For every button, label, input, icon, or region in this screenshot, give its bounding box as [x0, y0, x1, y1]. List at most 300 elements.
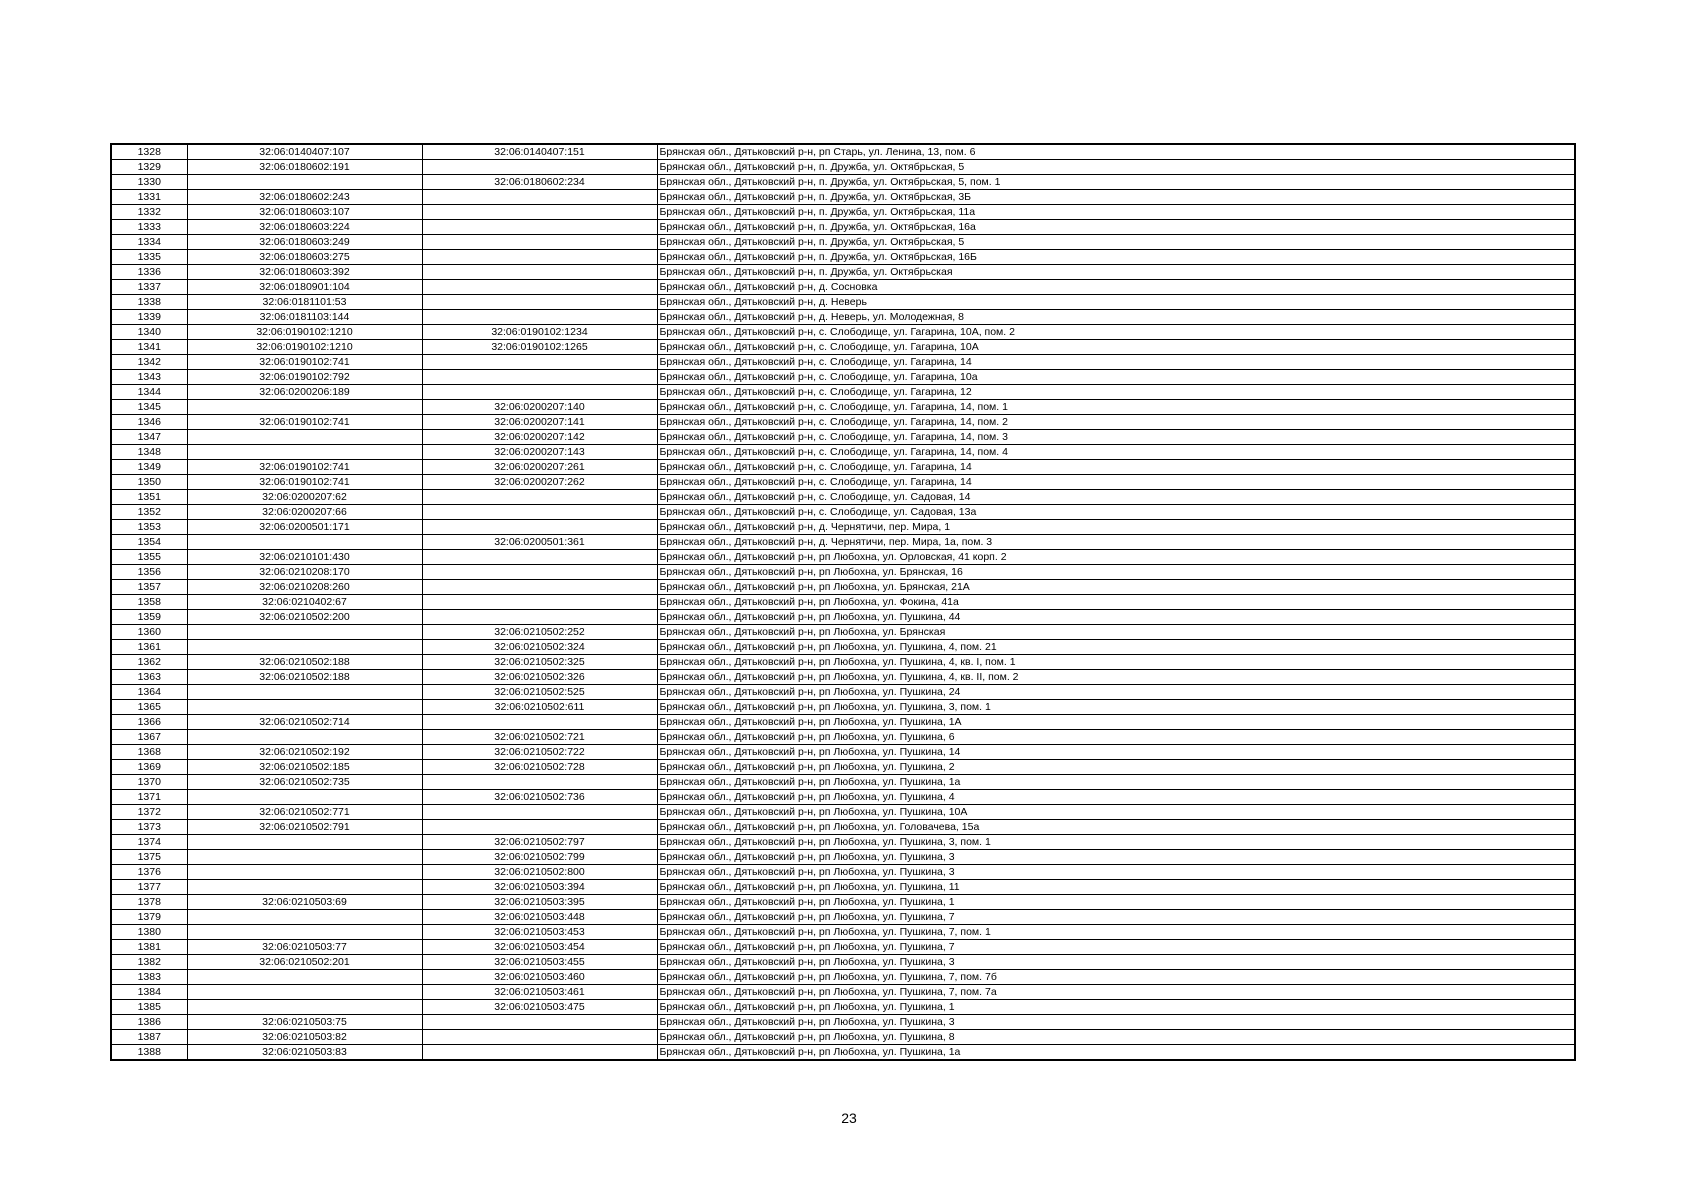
row-number-cell: 1381: [111, 940, 187, 955]
table-row: [111, 580, 1575, 595]
cadastral-number-parcel-cell: [187, 925, 422, 940]
cadastral-number-parcel-cell: 32:06:0210402:67: [187, 595, 422, 610]
table-row: [111, 775, 1575, 790]
cadastral-number-parcel-cell: 32:06:0210101:430: [187, 550, 422, 565]
table-row: [111, 340, 1575, 355]
row-number-cell: 1357: [111, 580, 187, 595]
table-row: [111, 595, 1575, 610]
address-cell: Брянская обл., Дятьковский р-н, рп Любохна, ул. Орловская, 41 корп. 2: [657, 550, 1575, 565]
table-row: [111, 865, 1575, 880]
address-cell: Брянская обл., Дятьковский р-н, рп Любохна, ул. Пушкина, 7, пом. 7б: [657, 970, 1575, 985]
cadastral-number-parcel-cell: [187, 700, 422, 715]
cadastral-number-parcel-cell: [187, 730, 422, 745]
address-cell: Брянская обл., Дятьковский р-н, рп Любохна, ул. Брянская, 21А: [657, 580, 1575, 595]
table-row: [111, 220, 1575, 235]
cadastral-number-object-cell: [422, 715, 657, 730]
cadastral-number-parcel-cell: 32:06:0210502:771: [187, 805, 422, 820]
cadastral-number-object-cell: 32:06:0210502:721: [422, 730, 657, 745]
cadastral-number-object-cell: [422, 385, 657, 400]
cadastral-number-parcel-cell: [187, 910, 422, 925]
cadastral-number-object-cell: 32:06:0210503:475: [422, 1000, 657, 1015]
cadastral-number-object-cell: [422, 1015, 657, 1030]
cadastral-number-object-cell: [422, 775, 657, 790]
cadastral-number-parcel-cell: 32:06:0210502:188: [187, 655, 422, 670]
cadastral-number-object-cell: [422, 370, 657, 385]
address-cell: Брянская обл., Дятьковский р-н, д. Неверь: [657, 295, 1575, 310]
cadastral-number-object-cell: 32:06:0200207:262: [422, 475, 657, 490]
cadastral-number-object-cell: 32:06:0210502:611: [422, 700, 657, 715]
table-row: [111, 325, 1575, 340]
cadastral-number-object-cell: 32:06:0200207:141: [422, 415, 657, 430]
cadastral-number-object-cell: [422, 280, 657, 295]
row-number-cell: 1374: [111, 835, 187, 850]
table-row: [111, 745, 1575, 760]
cadastral-number-parcel-cell: [187, 535, 422, 550]
address-cell: Брянская обл., Дятьковский р-н, рп Любохна, ул. Пушкина, 11: [657, 880, 1575, 895]
address-cell: Брянская обл., Дятьковский р-н, с. Слободище, ул. Гагарина, 10А: [657, 340, 1575, 355]
cadastral-number-object-cell: [422, 205, 657, 220]
cadastral-number-parcel-cell: 32:06:0210502:200: [187, 610, 422, 625]
row-number-cell: 1339: [111, 310, 187, 325]
cadastral-number-parcel-cell: 32:06:0210503:83: [187, 1045, 422, 1061]
cadastral-number-parcel-cell: 32:06:0190102:1210: [187, 340, 422, 355]
address-cell: Брянская обл., Дятьковский р-н, п. Дружба, ул. Октябрьская, 16а: [657, 220, 1575, 235]
property-table: [110, 143, 1576, 1061]
table-row: [111, 1000, 1575, 1015]
address-cell: Брянская обл., Дятьковский р-н, рп Любохна, ул. Фокина, 41а: [657, 595, 1575, 610]
cadastral-number-object-cell: [422, 355, 657, 370]
cadastral-number-object-cell: 32:06:0210503:460: [422, 970, 657, 985]
address-cell: Брянская обл., Дятьковский р-н, рп Любохна, ул. Пушкина, 4, пом. 21: [657, 640, 1575, 655]
table-row: [111, 910, 1575, 925]
cadastral-number-parcel-cell: 32:06:0180603:275: [187, 250, 422, 265]
cadastral-number-parcel-cell: [187, 640, 422, 655]
row-number-cell: 1362: [111, 655, 187, 670]
row-number-cell: 1342: [111, 355, 187, 370]
row-number-cell: 1359: [111, 610, 187, 625]
cadastral-number-object-cell: 32:06:0210503:453: [422, 925, 657, 940]
table-row: [111, 265, 1575, 280]
row-number-cell: 1338: [111, 295, 187, 310]
row-number-cell: 1372: [111, 805, 187, 820]
cadastral-number-parcel-cell: 32:06:0200207:66: [187, 505, 422, 520]
cadastral-number-parcel-cell: 32:06:0210502:185: [187, 760, 422, 775]
table-row: [111, 250, 1575, 265]
row-number-cell: 1332: [111, 205, 187, 220]
cadastral-number-object-cell: [422, 610, 657, 625]
row-number-cell: 1382: [111, 955, 187, 970]
row-number-cell: 1360: [111, 625, 187, 640]
cadastral-number-parcel-cell: 32:06:0210503:77: [187, 940, 422, 955]
cadastral-number-parcel-cell: 32:06:0180602:191: [187, 160, 422, 175]
address-cell: Брянская обл., Дятьковский р-н, рп Любохна, ул. Головачева, 15а: [657, 820, 1575, 835]
row-number-cell: 1369: [111, 760, 187, 775]
table-row: [111, 355, 1575, 370]
address-cell: Брянская обл., Дятьковский р-н, рп Любохна, ул. Пушкина, 1а: [657, 775, 1575, 790]
address-cell: Брянская обл., Дятьковский р-н, п. Дружба, ул. Октябрьская, 11а: [657, 205, 1575, 220]
table-row: [111, 400, 1575, 415]
row-number-cell: 1371: [111, 790, 187, 805]
table-row: [111, 550, 1575, 565]
table-row: [111, 730, 1575, 745]
table-row: [111, 235, 1575, 250]
row-number-cell: 1341: [111, 340, 187, 355]
row-number-cell: 1388: [111, 1045, 187, 1061]
row-number-cell: 1356: [111, 565, 187, 580]
table-body: [111, 144, 1575, 1060]
cadastral-number-object-cell: [422, 160, 657, 175]
cadastral-number-parcel-cell: [187, 625, 422, 640]
address-cell: Брянская обл., Дятьковский р-н, с. Слободище, ул. Садовая, 14: [657, 490, 1575, 505]
table-row: [111, 175, 1575, 190]
address-cell: Брянская обл., Дятьковский р-н, с. Слободище, ул. Гагарина, 14, пом. 4: [657, 445, 1575, 460]
row-number-cell: 1334: [111, 235, 187, 250]
cadastral-number-object-cell: 32:06:0210502:799: [422, 850, 657, 865]
table-row: [111, 640, 1575, 655]
address-cell: Брянская обл., Дятьковский р-н, с. Слободище, ул. Гагарина, 14: [657, 355, 1575, 370]
table-row: [111, 880, 1575, 895]
cadastral-number-parcel-cell: 32:06:0210208:170: [187, 565, 422, 580]
cadastral-number-parcel-cell: [187, 790, 422, 805]
cadastral-number-object-cell: 32:06:0210502:728: [422, 760, 657, 775]
row-number-cell: 1376: [111, 865, 187, 880]
cadastral-number-parcel-cell: 32:06:0210502:735: [187, 775, 422, 790]
address-cell: Брянская обл., Дятьковский р-н, с. Слободище, ул. Гагарина, 14: [657, 475, 1575, 490]
row-number-cell: 1377: [111, 880, 187, 895]
table-row: [111, 670, 1575, 685]
address-cell: Брянская обл., Дятьковский р-н, рп Любохна, ул. Пушкина, 24: [657, 685, 1575, 700]
row-number-cell: 1355: [111, 550, 187, 565]
table-row: [111, 985, 1575, 1000]
cadastral-number-parcel-cell: [187, 865, 422, 880]
cadastral-number-object-cell: 32:06:0210502:324: [422, 640, 657, 655]
row-number-cell: 1349: [111, 460, 187, 475]
table-row: [111, 520, 1575, 535]
row-number-cell: 1331: [111, 190, 187, 205]
cadastral-number-object-cell: [422, 295, 657, 310]
row-number-cell: 1367: [111, 730, 187, 745]
row-number-cell: 1387: [111, 1030, 187, 1045]
address-cell: Брянская обл., Дятьковский р-н, п. Дружба, ул. Октябрьская: [657, 265, 1575, 280]
address-cell: Брянская обл., Дятьковский р-н, с. Слободище, ул. Гагарина, 14, пом. 3: [657, 430, 1575, 445]
cadastral-number-parcel-cell: 32:06:0210502:201: [187, 955, 422, 970]
row-number-cell: 1386: [111, 1015, 187, 1030]
table-row: [111, 160, 1575, 175]
address-cell: Брянская обл., Дятьковский р-н, п. Дружба, ул. Октябрьская, 5, пом. 1: [657, 175, 1575, 190]
cadastral-number-parcel-cell: [187, 970, 422, 985]
address-cell: Брянская обл., Дятьковский р-н, рп Любохна, ул. Пушкина, 6: [657, 730, 1575, 745]
address-cell: Брянская обл., Дятьковский р-н, рп Любохна, ул. Пушкина, 2: [657, 760, 1575, 775]
row-number-cell: 1348: [111, 445, 187, 460]
cadastral-number-parcel-cell: 32:06:0190102:741: [187, 475, 422, 490]
row-number-cell: 1379: [111, 910, 187, 925]
address-cell: Брянская обл., Дятьковский р-н, рп Любохна, ул. Пушкина, 3, пом. 1: [657, 700, 1575, 715]
cadastral-number-object-cell: 32:06:0210502:252: [422, 625, 657, 640]
cadastral-number-parcel-cell: 32:06:0190102:792: [187, 370, 422, 385]
address-cell: Брянская обл., Дятьковский р-н, д. Неверь, ул. Молодежная, 8: [657, 310, 1575, 325]
address-cell: Брянская обл., Дятьковский р-н, с. Слободище, ул. Гагарина, 12: [657, 385, 1575, 400]
address-cell: Брянская обл., Дятьковский р-н, рп Любохна, ул. Пушкина, 7: [657, 910, 1575, 925]
row-number-cell: 1353: [111, 520, 187, 535]
cadastral-number-parcel-cell: 32:06:0180901:104: [187, 280, 422, 295]
address-cell: Брянская обл., Дятьковский р-н, рп Любохна, ул. Пушкина, 3: [657, 1015, 1575, 1030]
row-number-cell: 1375: [111, 850, 187, 865]
address-cell: Брянская обл., Дятьковский р-н, рп Любохна, ул. Пушкина, 3: [657, 850, 1575, 865]
row-number-cell: 1385: [111, 1000, 187, 1015]
table-row: [111, 790, 1575, 805]
table-row: [111, 460, 1575, 475]
table-row: [111, 835, 1575, 850]
cadastral-number-object-cell: 32:06:0210502:326: [422, 670, 657, 685]
address-cell: Брянская обл., Дятьковский р-н, рп Любохна, ул. Пушкина, 4: [657, 790, 1575, 805]
table-row: [111, 310, 1575, 325]
page-number: 23: [841, 1110, 857, 1126]
cadastral-number-object-cell: 32:06:0190102:1234: [422, 325, 657, 340]
row-number-cell: 1337: [111, 280, 187, 295]
cadastral-number-parcel-cell: [187, 685, 422, 700]
address-cell: Брянская обл., Дятьковский р-н, рп Любохна, ул. Пушкина, 3: [657, 865, 1575, 880]
table-row: [111, 370, 1575, 385]
cadastral-number-object-cell: [422, 250, 657, 265]
cadastral-number-object-cell: 32:06:0210502:325: [422, 655, 657, 670]
cadastral-number-parcel-cell: 32:06:0210503:69: [187, 895, 422, 910]
cadastral-number-object-cell: 32:06:0180602:234: [422, 175, 657, 190]
row-number-cell: 1373: [111, 820, 187, 835]
cadastral-number-object-cell: 32:06:0210503:455: [422, 955, 657, 970]
address-cell: Брянская обл., Дятьковский р-н, п. Дружба, ул. Октябрьская, 16Б: [657, 250, 1575, 265]
cadastral-number-parcel-cell: [187, 850, 422, 865]
cadastral-number-object-cell: [422, 265, 657, 280]
address-cell: Брянская обл., Дятьковский р-н, рп Любохна, ул. Пушкина, 3, пом. 1: [657, 835, 1575, 850]
cadastral-number-parcel-cell: 32:06:0180603:224: [187, 220, 422, 235]
cadastral-number-object-cell: [422, 520, 657, 535]
address-cell: Брянская обл., Дятьковский р-н, рп Любохна, ул. Пушкина, 4, кв. I, пом. 1: [657, 655, 1575, 670]
table-row: [111, 820, 1575, 835]
cadastral-number-object-cell: 32:06:0210502:722: [422, 745, 657, 760]
cadastral-number-object-cell: 32:06:0210502:800: [422, 865, 657, 880]
table-row: [111, 430, 1575, 445]
cadastral-number-object-cell: 32:06:0140407:151: [422, 144, 657, 160]
cadastral-number-parcel-cell: 32:06:0180603:392: [187, 265, 422, 280]
cadastral-number-parcel-cell: [187, 835, 422, 850]
address-cell: Брянская обл., Дятьковский р-н, рп Любохна, ул. Пушкина, 7: [657, 940, 1575, 955]
row-number-cell: 1329: [111, 160, 187, 175]
table-row: [111, 805, 1575, 820]
address-cell: Брянская обл., Дятьковский р-н, рп Любохна, ул. Брянская: [657, 625, 1575, 640]
table-row: [111, 655, 1575, 670]
table-row: [111, 760, 1575, 775]
table-row: [111, 280, 1575, 295]
address-cell: Брянская обл., Дятьковский р-н, рп Любохна, ул. Пушкина, 4, кв. II, пом. 2: [657, 670, 1575, 685]
cadastral-number-object-cell: [422, 505, 657, 520]
cadastral-number-object-cell: 32:06:0210503:461: [422, 985, 657, 1000]
cadastral-number-parcel-cell: 32:06:0190102:741: [187, 355, 422, 370]
cadastral-number-object-cell: [422, 1045, 657, 1061]
address-cell: Брянская обл., Дятьковский р-н, рп Любохна, ул. Пушкина, 10А: [657, 805, 1575, 820]
cadastral-number-parcel-cell: 32:06:0190102:1210: [187, 325, 422, 340]
address-cell: Брянская обл., Дятьковский р-н, с. Слободище, ул. Гагарина, 14, пом. 2: [657, 415, 1575, 430]
cadastral-number-object-cell: 32:06:0210503:448: [422, 910, 657, 925]
cadastral-number-object-cell: [422, 1030, 657, 1045]
row-number-cell: 1347: [111, 430, 187, 445]
cadastral-number-object-cell: [422, 490, 657, 505]
cadastral-number-parcel-cell: [187, 985, 422, 1000]
address-cell: Брянская обл., Дятьковский р-н, с. Слободище, ул. Гагарина, 14, пом. 1: [657, 400, 1575, 415]
row-number-cell: 1335: [111, 250, 187, 265]
row-number-cell: 1365: [111, 700, 187, 715]
cadastral-number-parcel-cell: 32:06:0180603:107: [187, 205, 422, 220]
cadastral-number-object-cell: 32:06:0210503:395: [422, 895, 657, 910]
address-cell: Брянская обл., Дятьковский р-н, рп Любохна, ул. Пушкина, 7, пом. 1: [657, 925, 1575, 940]
cadastral-number-object-cell: 32:06:0210502:736: [422, 790, 657, 805]
table-row: [111, 490, 1575, 505]
row-number-cell: 1383: [111, 970, 187, 985]
table-row: [111, 955, 1575, 970]
cadastral-number-parcel-cell: 32:06:0210502:192: [187, 745, 422, 760]
cadastral-number-parcel-cell: 32:06:0200207:62: [187, 490, 422, 505]
cadastral-number-object-cell: [422, 220, 657, 235]
row-number-cell: 1361: [111, 640, 187, 655]
cadastral-number-object-cell: [422, 550, 657, 565]
table-row: [111, 1045, 1575, 1061]
table-row: [111, 1030, 1575, 1045]
cadastral-number-object-cell: [422, 565, 657, 580]
cadastral-number-parcel-cell: 32:06:0180603:249: [187, 235, 422, 250]
cadastral-number-parcel-cell: 32:06:0181101:53: [187, 295, 422, 310]
row-number-cell: 1328: [111, 144, 187, 160]
cadastral-number-parcel-cell: 32:06:0210502:188: [187, 670, 422, 685]
row-number-cell: 1345: [111, 400, 187, 415]
table-row: [111, 385, 1575, 400]
cadastral-number-parcel-cell: 32:06:0210502:714: [187, 715, 422, 730]
row-number-cell: 1330: [111, 175, 187, 190]
cadastral-number-parcel-cell: 32:06:0210503:82: [187, 1030, 422, 1045]
table-row: [111, 535, 1575, 550]
table-row: [111, 625, 1575, 640]
address-cell: Брянская обл., Дятьковский р-н, с. Слободище, ул. Гагарина, 10а: [657, 370, 1575, 385]
row-number-cell: 1364: [111, 685, 187, 700]
table-row: [111, 415, 1575, 430]
row-number-cell: 1378: [111, 895, 187, 910]
cadastral-number-parcel-cell: 32:06:0140407:107: [187, 144, 422, 160]
row-number-cell: 1384: [111, 985, 187, 1000]
address-cell: Брянская обл., Дятьковский р-н, д. Чернятичи, пер. Мира, 1: [657, 520, 1575, 535]
address-cell: Брянская обл., Дятьковский р-н, рп Любохна, ул. Пушкина, 7, пом. 7а: [657, 985, 1575, 1000]
cadastral-number-parcel-cell: 32:06:0181103:144: [187, 310, 422, 325]
cadastral-number-object-cell: 32:06:0190102:1265: [422, 340, 657, 355]
row-number-cell: 1363: [111, 670, 187, 685]
cadastral-number-object-cell: 32:06:0210502:797: [422, 835, 657, 850]
row-number-cell: 1351: [111, 490, 187, 505]
table-row: [111, 970, 1575, 985]
table-row: [111, 295, 1575, 310]
cadastral-number-object-cell: 32:06:0210503:394: [422, 880, 657, 895]
cadastral-number-object-cell: [422, 820, 657, 835]
address-cell: Брянская обл., Дятьковский р-н, рп Любохна, ул. Пушкина, 44: [657, 610, 1575, 625]
cadastral-number-object-cell: 32:06:0210502:525: [422, 685, 657, 700]
table-row: [111, 565, 1575, 580]
row-number-cell: 1350: [111, 475, 187, 490]
address-cell: Брянская обл., Дятьковский р-н, рп Старь, ул. Ленина, 13, пом. 6: [657, 144, 1575, 160]
cadastral-number-parcel-cell: [187, 1000, 422, 1015]
table-row: [111, 505, 1575, 520]
cadastral-number-parcel-cell: [187, 430, 422, 445]
row-number-cell: 1370: [111, 775, 187, 790]
cadastral-number-parcel-cell: 32:06:0210502:791: [187, 820, 422, 835]
table-row: [111, 1015, 1575, 1030]
address-cell: Брянская обл., Дятьковский р-н, рп Любохна, ул. Пушкина, 1: [657, 1000, 1575, 1015]
cadastral-number-object-cell: 32:06:0200501:361: [422, 535, 657, 550]
cadastral-number-parcel-cell: 32:06:0190102:741: [187, 415, 422, 430]
row-number-cell: 1368: [111, 745, 187, 760]
row-number-cell: 1380: [111, 925, 187, 940]
address-cell: Брянская обл., Дятьковский р-н, рп Любохна, ул. Пушкина, 1А: [657, 715, 1575, 730]
cadastral-number-object-cell: 32:06:0200207:140: [422, 400, 657, 415]
table-row: [111, 940, 1575, 955]
address-cell: Брянская обл., Дятьковский р-н, с. Слободище, ул. Гагарина, 10А, пом. 2: [657, 325, 1575, 340]
address-cell: Брянская обл., Дятьковский р-н, п. Дружба, ул. Октябрьская, 5: [657, 160, 1575, 175]
cadastral-number-parcel-cell: [187, 445, 422, 460]
cadastral-number-object-cell: 32:06:0200207:142: [422, 430, 657, 445]
row-number-cell: 1346: [111, 415, 187, 430]
address-cell: Брянская обл., Дятьковский р-н, п. Дружба, ул. Октябрьская, 5: [657, 235, 1575, 250]
cadastral-number-parcel-cell: 32:06:0200501:171: [187, 520, 422, 535]
row-number-cell: 1352: [111, 505, 187, 520]
cadastral-number-object-cell: [422, 805, 657, 820]
row-number-cell: 1354: [111, 535, 187, 550]
cadastral-number-parcel-cell: 32:06:0210503:75: [187, 1015, 422, 1030]
cadastral-number-parcel-cell: 32:06:0180602:243: [187, 190, 422, 205]
table-row: [111, 610, 1575, 625]
cadastral-number-parcel-cell: 32:06:0200206:189: [187, 385, 422, 400]
address-cell: Брянская обл., Дятьковский р-н, п. Дружба, ул. Октябрьская, 3Б: [657, 190, 1575, 205]
table-row: [111, 190, 1575, 205]
table-row: [111, 715, 1575, 730]
address-cell: Брянская обл., Дятьковский р-н, д. Сосновка: [657, 280, 1575, 295]
cadastral-number-object-cell: [422, 580, 657, 595]
row-number-cell: 1333: [111, 220, 187, 235]
address-cell: Брянская обл., Дятьковский р-н, рп Любохна, ул. Пушкина, 3: [657, 955, 1575, 970]
cadastral-number-parcel-cell: 32:06:0210208:260: [187, 580, 422, 595]
cadastral-number-parcel-cell: [187, 175, 422, 190]
row-number-cell: 1343: [111, 370, 187, 385]
cadastral-number-object-cell: 32:06:0200207:143: [422, 445, 657, 460]
address-cell: Брянская обл., Дятьковский р-н, с. Слободище, ул. Садовая, 13а: [657, 505, 1575, 520]
cadastral-number-object-cell: [422, 310, 657, 325]
address-cell: Брянская обл., Дятьковский р-н, рп Любохна, ул. Пушкина, 1а: [657, 1045, 1575, 1061]
cadastral-number-object-cell: [422, 595, 657, 610]
table-row: [111, 685, 1575, 700]
row-number-cell: 1366: [111, 715, 187, 730]
table-row: [111, 700, 1575, 715]
cadastral-number-object-cell: 32:06:0200207:261: [422, 460, 657, 475]
table-row: [111, 445, 1575, 460]
address-cell: Брянская обл., Дятьковский р-н, с. Слободище, ул. Гагарина, 14: [657, 460, 1575, 475]
table-row: [111, 205, 1575, 220]
address-cell: Брянская обл., Дятьковский р-н, рп Любохна, ул. Брянская, 16: [657, 565, 1575, 580]
row-number-cell: 1344: [111, 385, 187, 400]
table-row: [111, 925, 1575, 940]
cadastral-number-parcel-cell: [187, 880, 422, 895]
address-cell: Брянская обл., Дятьковский р-н, д. Чернятичи, пер. Мира, 1а, пом. 3: [657, 535, 1575, 550]
address-cell: Брянская обл., Дятьковский р-н, рп Любохна, ул. Пушкина, 14: [657, 745, 1575, 760]
row-number-cell: 1340: [111, 325, 187, 340]
row-number-cell: 1336: [111, 265, 187, 280]
cadastral-number-parcel-cell: 32:06:0190102:741: [187, 460, 422, 475]
address-cell: Брянская обл., Дятьковский р-н, рп Любохна, ул. Пушкина, 8: [657, 1030, 1575, 1045]
cadastral-number-object-cell: 32:06:0210503:454: [422, 940, 657, 955]
address-cell: Брянская обл., Дятьковский р-н, рп Любохна, ул. Пушкина, 1: [657, 895, 1575, 910]
